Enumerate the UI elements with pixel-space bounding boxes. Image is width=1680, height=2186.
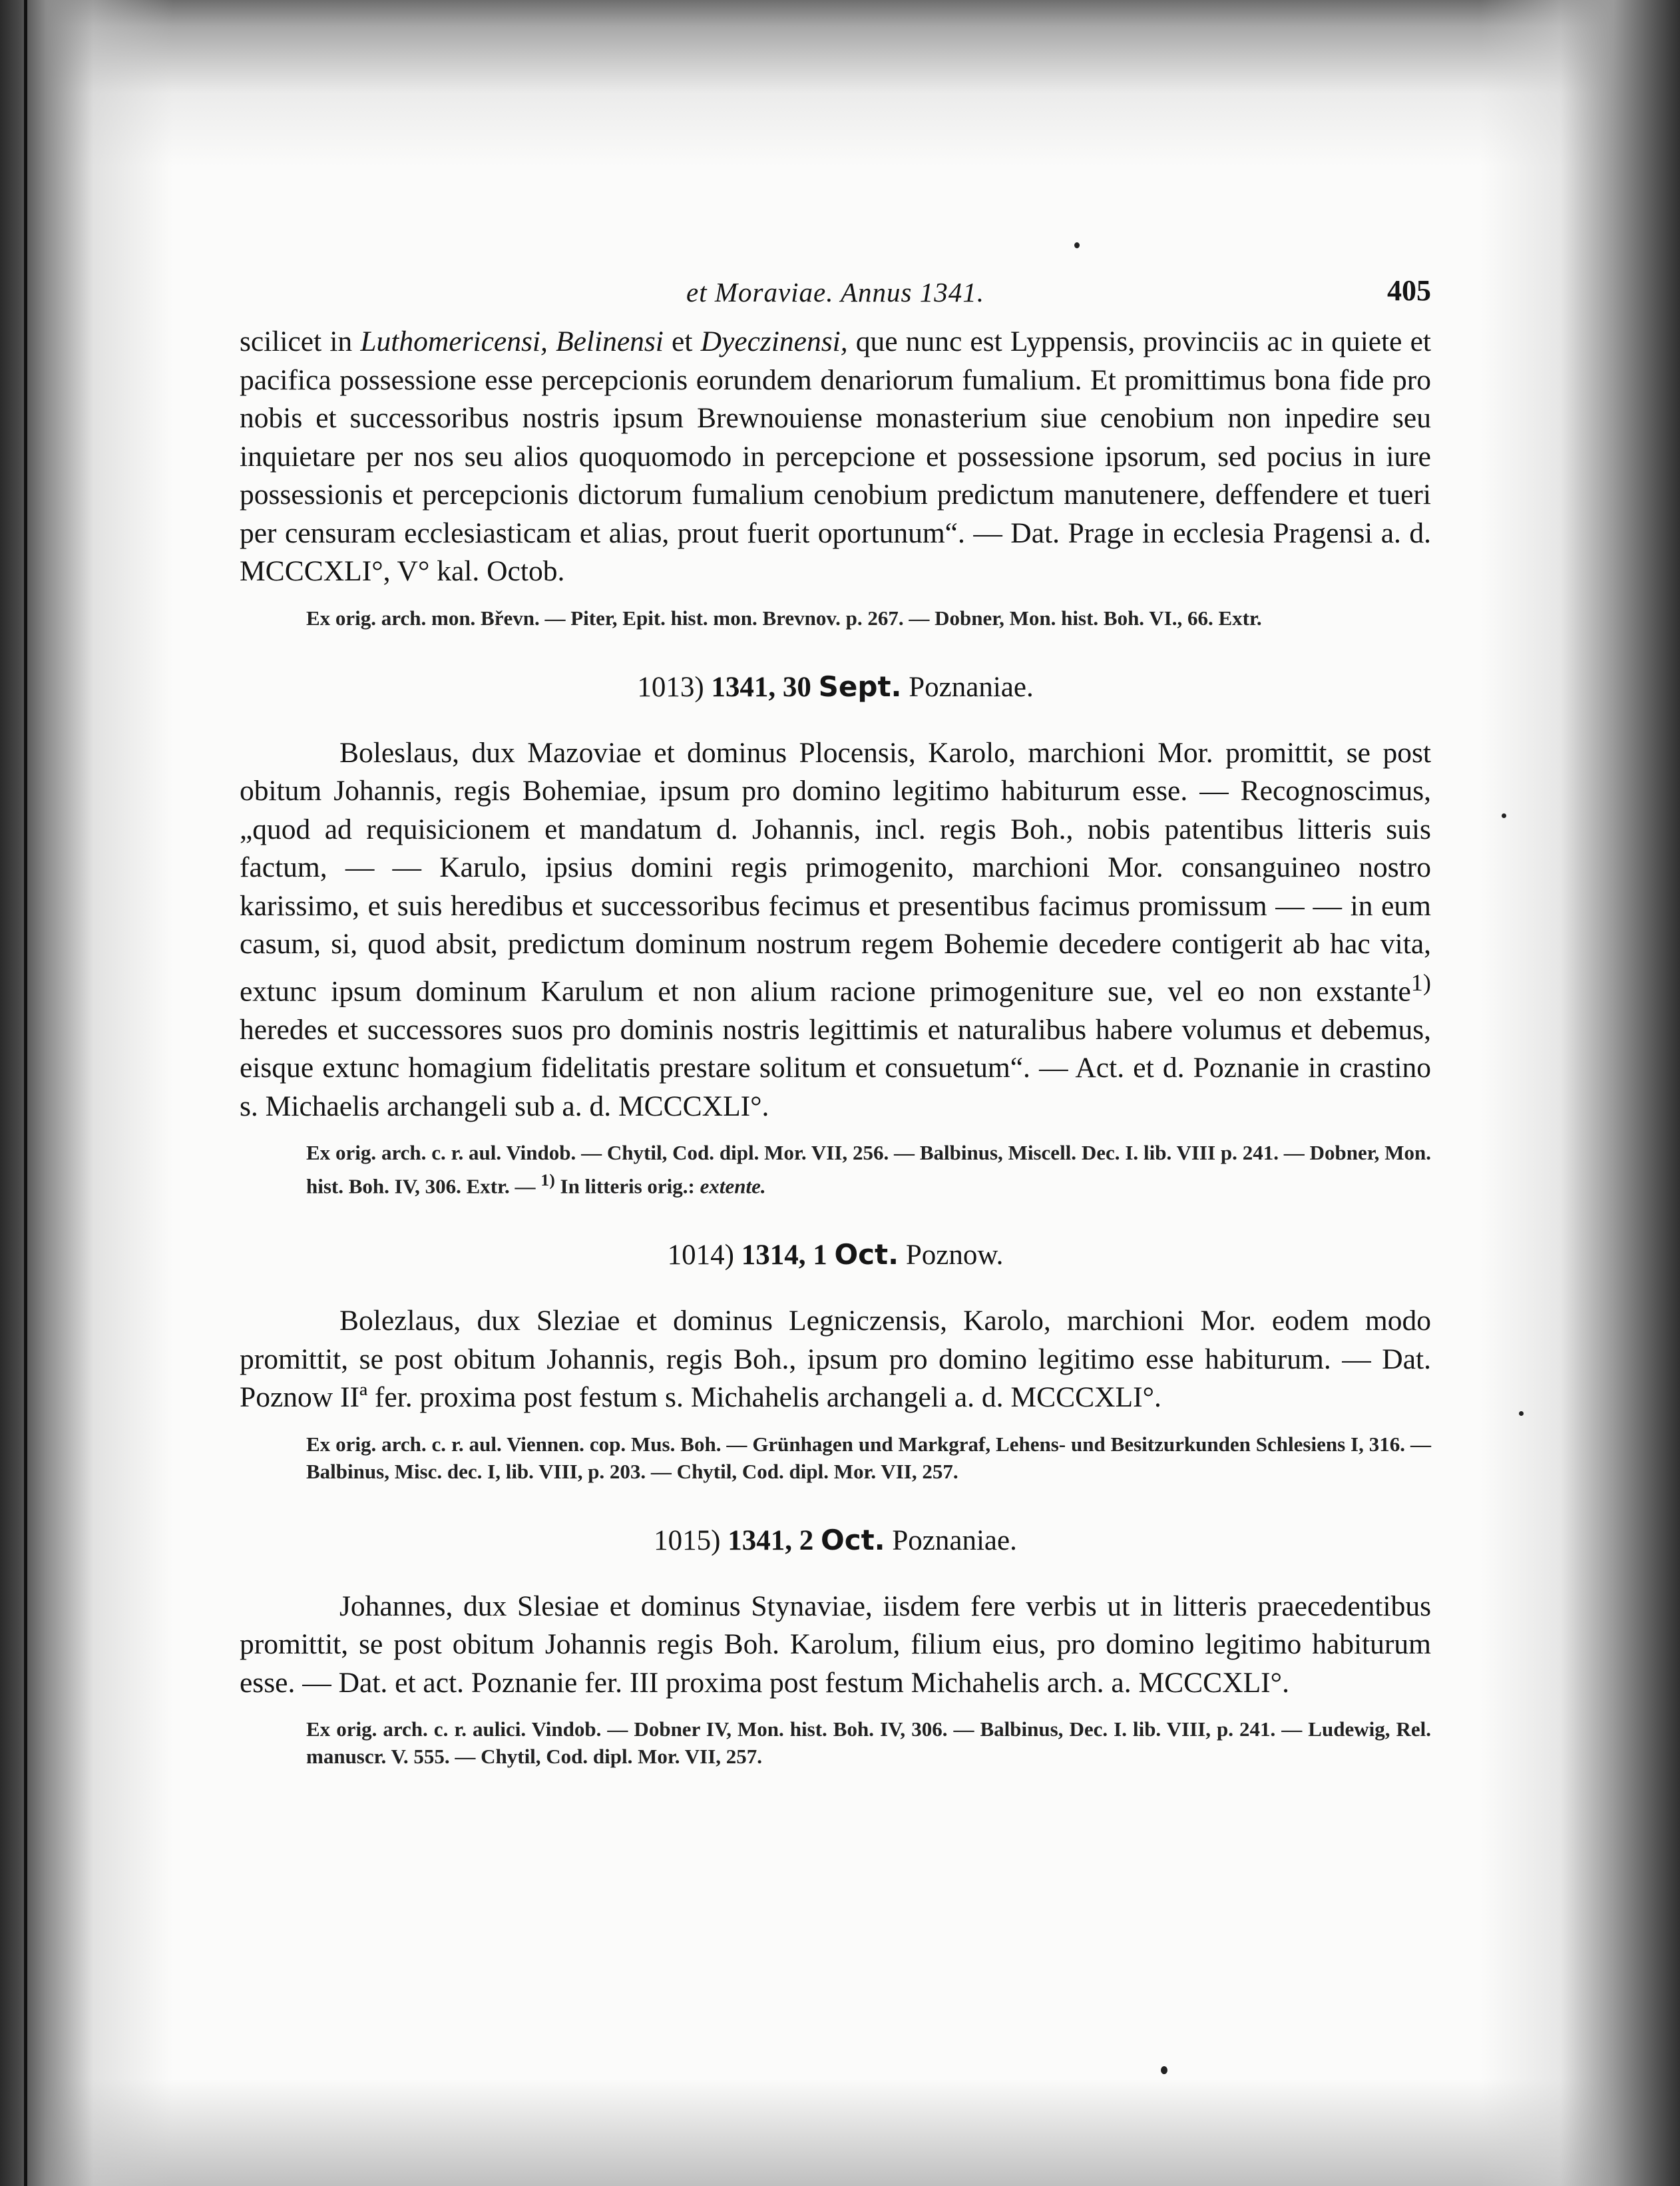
entry-heading-1014 — [240, 1238, 1431, 1271]
text-run: et — [663, 326, 701, 357]
ink-speck — [1074, 242, 1080, 248]
entry-year-day: 1341, 30 — [711, 671, 811, 703]
entry-heading-1013 — [240, 670, 1431, 704]
entry-number: 1014) — [667, 1239, 734, 1271]
ink-speck — [1502, 813, 1506, 818]
text-run: Boleslaus, dux Mazoviae et dominus Plocensis, Karolo, marchioni Mor. promittit, se post obitum Johannis, regis Bohemiae, ipsum pro domino legitimo habiturum esse. — Recognoscimus, „quod ad requisicionem et mandatum d. Johannis, incl. regis Boh., nobis patentibus litteris suis factum, — — Karulo, ipsius domini regis primogenito, marchioni Mor. consanguineo nostro karissimo, et suis heredibus et successoribus fecimus et presentibus facimus promissum — — in eum casum, si, quod absit, predictum dominum nostrum regem Bohemie decedere contigerit ab hac vita, extunc ipsum dominum Karulum et non alium racione primogeniture sue, vel eo non exstante — [240, 736, 1431, 1007]
text-run: In litteris orig.: — [554, 1174, 700, 1198]
ink-speck — [1519, 1411, 1524, 1416]
footnote-mark: 1) — [540, 1170, 555, 1190]
source-note-1013 — [306, 1139, 1431, 1200]
entry-place: Poznow. — [905, 1239, 1004, 1271]
continued-paragraph — [240, 323, 1431, 591]
page-number: 405 — [1387, 274, 1431, 307]
binding-edge-line — [24, 0, 27, 2186]
entry-number: 1015) — [654, 1524, 721, 1556]
source-note-1014: Ex orig. arch. c. r. aul. Viennen. cop. Mus. Boh. — Grünhagen und Markgraf, Lehens- und Besitzurkunden Schlesiens I, 316. — Balbinus, Misc. dec. I, lib. VIII, p. 203. — Chytil, Cod. dipl. Mor. VII, 257. — [306, 1432, 1431, 1483]
place-name-italic: Luthomericensi, — [360, 326, 548, 357]
entry-heading-1015 — [240, 1524, 1431, 1557]
source-note-1015: Ex orig. arch. c. r. aulici. Vindob. — Dobner IV, Mon. hist. Boh. IV, 306. — Balbinus, Dec. I. lib. VIII, p. 241. — Ludewig, Rel. manuscr. V. 555. — Chytil, Cod. dipl. Mor. VII, 257. — [306, 1717, 1431, 1769]
text-run: Ex orig. arch. c. r. aul. Vindob. — Chytil, Cod. dipl. Mor. VII, 256. — Balbinus, Miscell. Dec. I. lib. VIII p. 241. — Dobner, Mon. hist. Boh. IV, 306. Extr. — — [306, 1141, 1431, 1198]
footnote-italic: extente. — [700, 1174, 766, 1198]
text-run: que nunc est Lyppensis, provinciis ac in quiete et pacifica possessione esse percepcionis eorundem denariorum fumalium. Et promittimus bona fide pro nobis et successoribus nostris ipsum Brewnouiense monasterium siue cenobium non inpedire seu inquietare per nos seu alios quoquomodo in percepcione et possessione ipsorum, sed pocius in iure possessionis et percepcionis dictorum fumalium cenobium predictum manutenere, deffendere et tueri per censuram ecclesiasticam et alias, prout fuerit oportunum“. — Dat. Prage in ecclesia Pragensi a. d. MCCCXLI°, V° kal. Octob. — [240, 326, 1432, 587]
running-header — [240, 270, 1431, 316]
source-note: Ex orig. arch. mon. Břevn. — Piter, Epit. hist. mon. Brevnov. p. 267. — Dobner, Mon. hist. Boh. VI., 66. Extr. — [306, 606, 1262, 630]
entry-text-1015: Johannes, dux Slesiae et dominus Stynaviae, iisdem fere verbis ut in litteris praecedentibus promittit, se post obitum Johannis regis Boh. Karolum, filium eius, pro domino legitimo habiturum esse. — Dat. et act. Poznanie fer. III proxima post festum Michahelis arch. a. MCCCXLI°. — [240, 1590, 1431, 1699]
entry-year-day: 1314, 1 — [741, 1239, 827, 1271]
entry-text-1013 — [240, 734, 1431, 1126]
entry-year-day: 1341, 2 — [728, 1524, 814, 1556]
place-name-italic: Belinensi — [556, 326, 664, 357]
entry-text-1014: Bolezlaus, dux Sleziae et dominus Legniczensis, Karolo, marchioni Mor. eodem modo promittit, se post obitum Johannis, regis Boh., ipsum pro domino legitimo esse habiturum. — Dat. Poznow IIª fer. proxima post festum s. Michahelis archangeli a. d. MCCCXLI°. — [240, 1305, 1431, 1414]
entry-month: Sept. — [818, 670, 902, 703]
text-run: heredes et successores suos pro dominis nostris legittimis et naturalibus habere volumus et debemus, eisque extunc homagium fidelitatis prestare solitum et consuetum“. — Act. et d. Poznanie in crastino s. Michaelis archangeli sub a. d. MCCCXLI°. — [240, 1013, 1431, 1122]
footnote-mark: 1) — [1410, 969, 1431, 996]
place-name-italic: Dyeczinensi, — [700, 326, 848, 357]
text-run: scilicet in — [240, 326, 361, 357]
text-run — [548, 326, 556, 357]
document-page — [240, 270, 1431, 1770]
ink-speck — [1161, 2066, 1167, 2074]
entry-month: Oct. — [834, 1238, 899, 1271]
entry-place: Poznaniae. — [909, 671, 1034, 703]
entry-place: Poznaniae. — [892, 1524, 1017, 1556]
running-title: et Moraviae. Annus 1341. — [686, 277, 984, 308]
entry-month: Oct. — [820, 1523, 885, 1556]
entry-number: 1013) — [637, 671, 704, 703]
